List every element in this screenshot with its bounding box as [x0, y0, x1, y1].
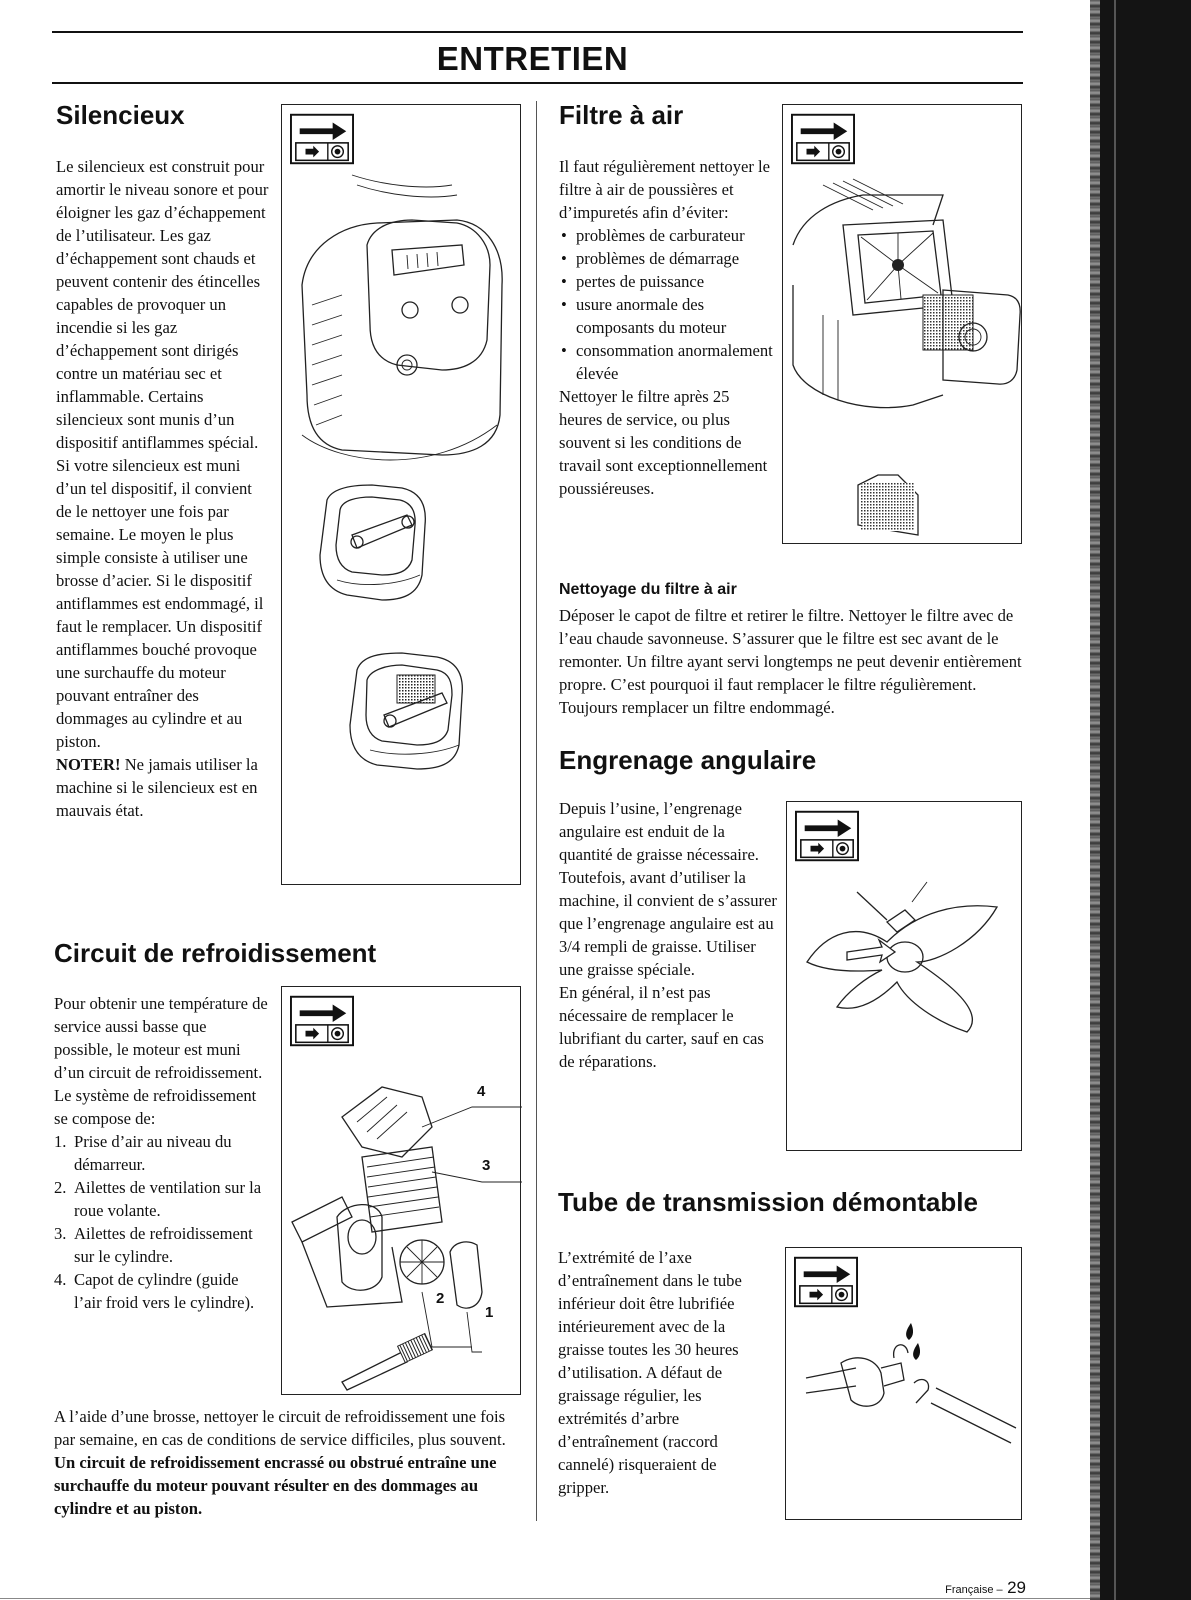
arrow-stop-icon — [290, 113, 354, 165]
silencieux-figure — [281, 104, 521, 885]
list-item: 2. Ailettes de ventilation sur la roue volante. — [54, 1178, 262, 1220]
binding-edge-strip — [1090, 0, 1191, 1600]
bottom-rule — [0, 1598, 1090, 1599]
section-heading-tube: Tube de transmission démontable — [558, 1187, 978, 1217]
top-rule — [52, 31, 1023, 33]
filtre-bullets — [559, 224, 774, 385]
subheading-nettoyage: Nettoyage du filtre à air — [559, 581, 737, 598]
section-heading-engrenage: Engrenage angulaire — [559, 745, 817, 775]
list-item: 4. Capot de cylindre (guide l’air froid vers le cylindre). — [54, 1270, 255, 1312]
list-item: • problèmes de carburateur — [559, 224, 774, 247]
list-item: 1. Prise d’air au niveau du démarreur. — [54, 1132, 232, 1174]
angle-gear-illustration — [787, 862, 1023, 1042]
page-footer — [945, 1578, 1026, 1598]
arrow-stop-icon — [795, 810, 859, 862]
figure-label-2: 2 — [436, 1290, 445, 1307]
section-heading-silencieux: Silencieux — [56, 100, 185, 130]
figure-label-1: 1 — [485, 1304, 494, 1321]
footer-language: Française – — [945, 1584, 1003, 1596]
cooling-system-illustration — [282, 1047, 522, 1392]
nettoyage-text: Déposer le capot de filtre et retirer le filtre. Nettoyer le filtre avec de l’eau chaude savonneuse. S’assurer que le filtre est sec avant de le remonter. Un filtre ayant servi longtemps ne peut devenir entièrement propre. C’est pourquoi il faut remplacer le filtre régulièrement. Toujours remplacer un filtre endommagé. — [559, 606, 1022, 717]
engrenage-paragraph-2: En général, il n’est pas nécessaire de remplacer le lubrifiant du carter, sauf en cas de réparations. — [559, 983, 764, 1071]
page-title: ENTRETIEN — [436, 40, 629, 77]
filtre-after: Nettoyer le filtre après 25 heures de service, ou plus souvent si les conditions de travail sont exceptionnellement poussiéreuses. — [559, 387, 768, 498]
refroidissement-warning: Un circuit de refroidissement encrassé ou obstrué entraîne une surchauffe du moteur pouvant résulter en des dommages au cylindre et au piston. — [54, 1453, 497, 1518]
arrow-stop-icon — [290, 995, 354, 1047]
refroidissement-list — [54, 1130, 269, 1314]
arrow-stop-icon — [791, 113, 855, 165]
filtre-text — [559, 155, 774, 500]
list-item: • usure anormale des composants du moteur — [559, 293, 774, 339]
refroidissement-intro: Pour obtenir une température de service aussi basse que possible, le moteur est muni d’un circuit de refroidissement. Le système de refroidissement se compose de: — [54, 994, 268, 1128]
tube-text: L’extrémité de l’axe d’entraînement dans le tube inférieur doit être lubrifiée intérieurement avec de la graisse toutes les 30 heures d’utilisation. A défaut de graissage régulier, les extrémités d’arbre d’entraînement (raccord cannelé) risqueraient de gripper. — [558, 1248, 742, 1497]
figure-label-3: 3 — [482, 1157, 491, 1174]
note-label: NOTER! — [56, 755, 121, 774]
section-heading-filtre: Filtre à air — [559, 100, 684, 130]
refroidissement-figure — [281, 986, 521, 1395]
engrenage-paragraph-1: Depuis l’usine, l’engrenage angulaire est enduit de la quantité de graisse nécessaire. Toutefois, avant d’utiliser la machine, il convient de s’assurer que l’engrenage angulaire est au 3/4 rempli de graisse. Utiliser une graisse spéciale. — [559, 799, 777, 979]
figure-label-4: 4 — [477, 1083, 486, 1100]
engrenage-text — [559, 797, 779, 1073]
refroidissement-outro: A l’aide d’une brosse, nettoyer le circuit de refroidissement une fois par semaine, en cas de conditions de service difficiles, plus souvent. Un circuit de refroidissement encrassé ou obstrué entraîne une surchauffe du moteur pouvant résulter en des dommages au cylindre et au piston. — [54, 1407, 506, 1518]
drive-shaft-illustration — [786, 1318, 1023, 1478]
refroidissement-text — [54, 992, 269, 1314]
filtre-intro: Il faut régulièrement nettoyer le filtre à air de poussières et d’impuretés afin d’éviter: — [559, 157, 771, 222]
tube-figure — [785, 1247, 1022, 1520]
silencieux-text — [56, 155, 271, 822]
page-number: 29 — [1007, 1578, 1026, 1597]
list-item: 3. Ailettes de refroidissement sur le cylindre. — [54, 1224, 253, 1266]
list-item: • problèmes de démarrage — [559, 247, 774, 270]
air-filter-illustration — [783, 165, 1023, 540]
section-heading-refroidissement: Circuit de refroidissement — [54, 938, 377, 968]
arrow-stop-icon — [794, 1256, 858, 1308]
list-item: • pertes de puissance — [559, 270, 774, 293]
silencieux-paragraph: Le silencieux est construit pour amortir le niveau sonore et pour éloigner les gaz d’échappement de l’utilisateur. Les gaz d’échappement sont chauds et peuvent contenir des étincelles capables de provoquer un incendie si les gaz d’échappement sont dirigés contre un matériau sec et inflammable. Certains silencieux sont munis d’un dispositif antiflammes spécial. Si votre silencieux est muni d’un tel dispositif, il convient de le nettoyer une fois par semaine. Le moyen le plus simple consiste à utiliser une brosse d’acier. Si le dispositif antiflammes est endommagé, il faut le remplacer. Un dispositif antiflammes bouché provoque une surchauffe du moteur pouvant entraîner des dommages au cylindre et au piston. — [56, 157, 269, 751]
title-rule — [52, 82, 1023, 84]
muffler-engine-illustration — [282, 165, 522, 515]
muffler-with-screen-illustration — [342, 645, 472, 775]
note-text: Ne jamais utiliser la machine si le silencieux est en mauvais état. — [56, 755, 258, 820]
column-divider — [536, 101, 537, 1521]
list-item: • consommation anormalement élevée — [559, 339, 774, 385]
filtre-figure — [782, 104, 1022, 544]
engrenage-figure — [786, 801, 1022, 1151]
spark-arrester-muffler-illustration — [312, 480, 432, 605]
